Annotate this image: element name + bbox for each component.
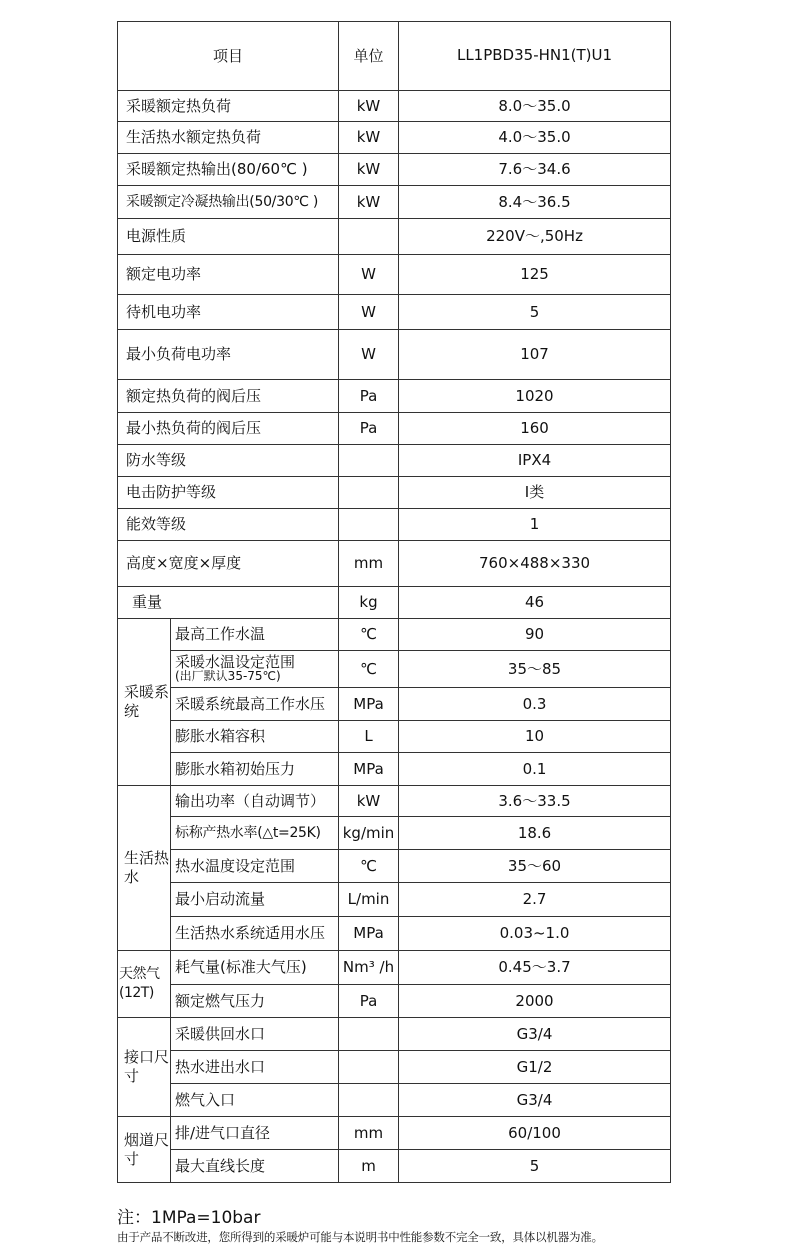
row-value: 760×488×330 (399, 541, 671, 587)
row-unit: ℃ (339, 651, 399, 688)
header-item: 项目 (118, 22, 339, 91)
row-label: 高度×宽度×厚度 (118, 541, 339, 587)
row-label: 耗气量(标准大气压) (171, 951, 339, 985)
row-unit: ℃ (339, 850, 399, 883)
row-label: 标称产热水率(△t=25K) (171, 817, 339, 850)
group-label-flue: 烟道尺寸 (118, 1117, 171, 1183)
row-value: 3.6～33.5 (399, 786, 671, 817)
row-value: Ⅰ类 (399, 477, 671, 509)
row-label: 防水等级 (118, 445, 339, 477)
row-label: 最小热负荷的阀后压 (118, 413, 339, 445)
row-value: 8.0～35.0 (399, 91, 671, 122)
table-row (118, 186, 671, 219)
row-unit (339, 219, 399, 255)
row-unit: L (339, 721, 399, 753)
row-value: 7.6～34.6 (399, 154, 671, 186)
row-label: 最高工作水温 (171, 619, 339, 651)
row-unit: W (339, 330, 399, 380)
row-label: 最大直线长度 (171, 1150, 339, 1183)
row-label-with-sub (171, 651, 339, 688)
row-unit: W (339, 255, 399, 295)
row-unit: kW (339, 122, 399, 154)
row-value: 0.1 (399, 753, 671, 786)
row-value: 10 (399, 721, 671, 753)
row-unit: kW (339, 91, 399, 122)
row-label: 最小负荷电功率 (118, 330, 339, 380)
row-label: 热水温度设定范围 (171, 850, 339, 883)
row-value: 2.7 (399, 883, 671, 917)
table-row (118, 477, 671, 509)
row-label: 电源性质 (118, 219, 339, 255)
row-value: G1/2 (399, 1051, 671, 1084)
row-value: 35～60 (399, 850, 671, 883)
row-unit: Nm³ /h (339, 951, 399, 985)
table-row (118, 651, 671, 688)
row-value: 1020 (399, 380, 671, 413)
row-label: 额定燃气压力 (171, 985, 339, 1018)
row-label: 采暖系统最高工作水压 (171, 688, 339, 721)
row-value: 1 (399, 509, 671, 541)
table-row (118, 380, 671, 413)
row-label: 采暖额定热负荷 (118, 91, 339, 122)
table-row (118, 91, 671, 122)
row-label: 采暖供回水口 (171, 1018, 339, 1051)
row-unit: Pa (339, 413, 399, 445)
row-value: G3/4 (399, 1018, 671, 1051)
row-label: 待机电功率 (118, 295, 339, 330)
table-row (118, 255, 671, 295)
table-row (118, 295, 671, 330)
table-row (118, 721, 671, 753)
row-label: 燃气入口 (171, 1084, 339, 1117)
row-unit (339, 1084, 399, 1117)
table-row (118, 1150, 671, 1183)
row-value: 18.6 (399, 817, 671, 850)
row-label: 电击防护等级 (118, 477, 339, 509)
row-unit (339, 509, 399, 541)
row-label: 能效等级 (118, 509, 339, 541)
row-unit: MPa (339, 917, 399, 951)
table-row (118, 122, 671, 154)
row-value: 35～85 (399, 651, 671, 688)
row-value: 2000 (399, 985, 671, 1018)
table-row (118, 1084, 671, 1117)
group-label-connections: 接口尺寸 (118, 1018, 171, 1117)
table-row (118, 509, 671, 541)
row-value: IPX4 (399, 445, 671, 477)
table-row (118, 1051, 671, 1084)
header-row (118, 22, 671, 91)
table-row (118, 917, 671, 951)
row-unit: kW (339, 186, 399, 219)
row-label: 热水进出水口 (171, 1051, 339, 1084)
row-sublabel: (出厂默认35-75℃) (175, 669, 281, 683)
row-label: 重量 (118, 587, 339, 619)
row-label: 采暖额定冷凝热输出(50/30℃ ) (118, 186, 339, 219)
row-unit: Pa (339, 380, 399, 413)
row-value: 60/100 (399, 1117, 671, 1150)
table-row (118, 619, 671, 651)
row-unit: kW (339, 786, 399, 817)
row-value: 5 (399, 1150, 671, 1183)
row-unit: kW (339, 154, 399, 186)
row-unit: m (339, 1150, 399, 1183)
group-label-hot-water: 生活热水 (118, 786, 171, 951)
table-row (118, 1018, 671, 1051)
row-value: 90 (399, 619, 671, 651)
row-value: 220V～,50Hz (399, 219, 671, 255)
row-value: G3/4 (399, 1084, 671, 1117)
table-row (118, 786, 671, 817)
row-label: 最小启动流量 (171, 883, 339, 917)
group-label-heating: 采暖系统 (118, 619, 171, 786)
row-value: 46 (399, 587, 671, 619)
row-value: 5 (399, 295, 671, 330)
row-unit: mm (339, 541, 399, 587)
table-row (118, 445, 671, 477)
row-label: 额定热负荷的阀后压 (118, 380, 339, 413)
table-row (118, 951, 671, 985)
table-row (118, 688, 671, 721)
row-unit: W (339, 295, 399, 330)
row-label: 额定电功率 (118, 255, 339, 295)
table-row (118, 985, 671, 1018)
row-unit: kg/min (339, 817, 399, 850)
row-label: 膨胀水箱初始压力 (171, 753, 339, 786)
row-value: 8.4～36.5 (399, 186, 671, 219)
table-row (118, 541, 671, 587)
row-value: 0.3 (399, 688, 671, 721)
row-value: 160 (399, 413, 671, 445)
row-value: 107 (399, 330, 671, 380)
row-value: 0.03~1.0 (399, 917, 671, 951)
table-row (118, 753, 671, 786)
row-value: 4.0～35.0 (399, 122, 671, 154)
row-label: 采暖水温设定范围 (175, 653, 296, 671)
row-label: 排/进气口直径 (171, 1117, 339, 1150)
row-unit (339, 445, 399, 477)
row-unit: ℃ (339, 619, 399, 651)
row-unit (339, 1018, 399, 1051)
table-row (118, 1117, 671, 1150)
table-row (118, 219, 671, 255)
row-unit: MPa (339, 753, 399, 786)
table-row (118, 330, 671, 380)
row-value: 125 (399, 255, 671, 295)
header-unit: 单位 (339, 22, 399, 91)
row-label: 采暖额定热输出(80/60℃ ) (118, 154, 339, 186)
row-label: 膨胀水箱容积 (171, 721, 339, 753)
row-unit: MPa (339, 688, 399, 721)
row-value: 0.45～3.7 (399, 951, 671, 985)
row-unit: L/min (339, 883, 399, 917)
header-model: LL1PBD35-HN1(T)U1 (399, 22, 671, 91)
table-row (118, 850, 671, 883)
note-disclaimer: 由于产品不断改进，您所得到的采暖炉可能与本说明书中性能参数不完全一致，具体以机器为准。 (117, 1230, 603, 1244)
row-unit: Pa (339, 985, 399, 1018)
note-pressure-unit: 注：1MPa=10bar (117, 1208, 261, 1228)
table-row (118, 587, 671, 619)
row-unit (339, 1051, 399, 1084)
table-row (118, 154, 671, 186)
group-label-gas: 天然气(12T) (118, 951, 171, 1018)
row-unit (339, 477, 399, 509)
table-row (118, 817, 671, 850)
row-unit: mm (339, 1117, 399, 1150)
table-row (118, 413, 671, 445)
table-row (118, 883, 671, 917)
row-label: 生活热水系统适用水压 (171, 917, 339, 951)
row-unit: kg (339, 587, 399, 619)
spec-table (117, 21, 671, 1183)
row-label: 输出功率（自动调节） (171, 786, 339, 817)
row-label: 生活热水额定热负荷 (118, 122, 339, 154)
